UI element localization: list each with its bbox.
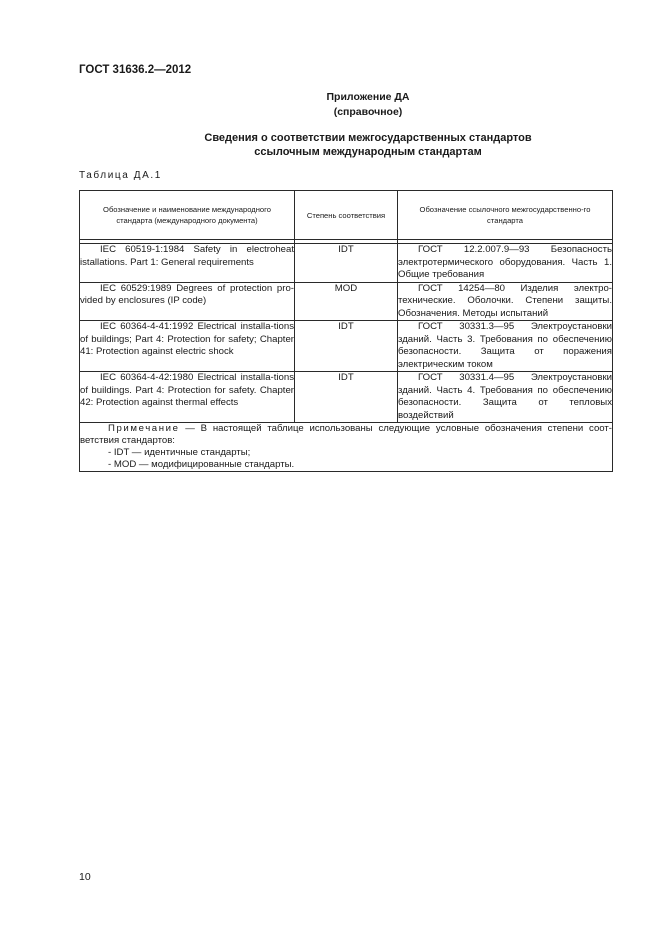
note-item-mod: - MOD — модифицированные стандарты.: [108, 459, 295, 470]
appendix-title: Приложение ДА: [326, 91, 410, 103]
degree-cell: MOD: [295, 282, 398, 321]
international-standard-cell: IEC 60364-4-42:1980 Electrical installa-tions of buildings. Part 4: Protection for safety. Chapter 42: Protection against thermal effects: [80, 372, 295, 423]
note-paragraph: [80, 423, 612, 447]
column-header-international-text: Обозначение и наименование международного стандарта (международного документа): [103, 205, 271, 225]
appendix-title-block: [300, 90, 436, 120]
table-row: [80, 372, 613, 423]
appendix-subtitle: (справочное): [333, 106, 403, 118]
international-standard-cell: IEC 60519-1:1984 Safety in electroheat istallations. Part 1: General requirements: [80, 244, 295, 283]
interstate-standard-cell: ГОСТ 30331.3—95 Электроустановки зданий. Часть 3. Требования по обеспечению безопасности. Защита от поражения электрическим током: [398, 321, 612, 370]
table-row: [80, 282, 613, 321]
degree-cell: IDT: [295, 372, 398, 423]
international-standard-cell: IEC 60364-4-41:1992 Electrical installa-tions of buildings; Part 4: Protection for safety; Chapter 41: Protection against electric shock: [80, 321, 295, 372]
note-text: — В настоящей таблице использованы следующие условные обозначения степени соот-ветствия стандартов:: [80, 423, 612, 446]
standards-table: [79, 190, 613, 472]
table-header-row: [80, 191, 613, 240]
column-header-degree-text: Степень соответствия: [306, 210, 386, 220]
table-row: [80, 244, 613, 283]
international-standard-cell: IEC 60529:1989 Degrees of protection pro-vided by enclosures (IP code): [80, 282, 295, 321]
note-item-idt: - IDT — идентичные стандарты;: [108, 447, 251, 458]
interstate-standard-cell: ГОСТ 12.2.007.9—93 Безопасность электротермического оборудования. Часть 1. Общие требования: [398, 244, 612, 280]
degree-cell: IDT: [295, 321, 398, 372]
table-note: [80, 423, 613, 472]
column-header-interstate-text: Обозначение ссылочного межгосударственно-го стандарта: [419, 205, 591, 225]
page-number: 10: [79, 871, 91, 883]
column-header-degree: [295, 191, 398, 240]
interstate-standard-cell: ГОСТ 30331.4—95 Электроустановки зданий. Часть 4. Требования по обеспечению безопасности. Защита от тепловых воздействий: [398, 372, 612, 421]
note-label: Примечание: [108, 423, 180, 434]
table-row: [80, 321, 613, 372]
document-number: ГОСТ 31636.2—2012: [79, 64, 192, 76]
column-header-international: [80, 191, 295, 240]
section-heading: [160, 131, 576, 159]
interstate-standard-cell: ГОСТ 14254—80 Изделия электро-технические. Оболочки. Степени защиты. Обозначения. Методы испытаний: [398, 282, 612, 319]
degree-cell: IDT: [295, 244, 398, 283]
column-header-interstate: [398, 191, 613, 240]
heading-line-2: ссылочным международным стандартам: [254, 146, 482, 158]
heading-line-1: Сведения о соответствии межгосударственных стандартов: [204, 132, 532, 144]
table-note-row: [80, 423, 613, 472]
table-label: Таблица ДА.1: [79, 170, 162, 181]
